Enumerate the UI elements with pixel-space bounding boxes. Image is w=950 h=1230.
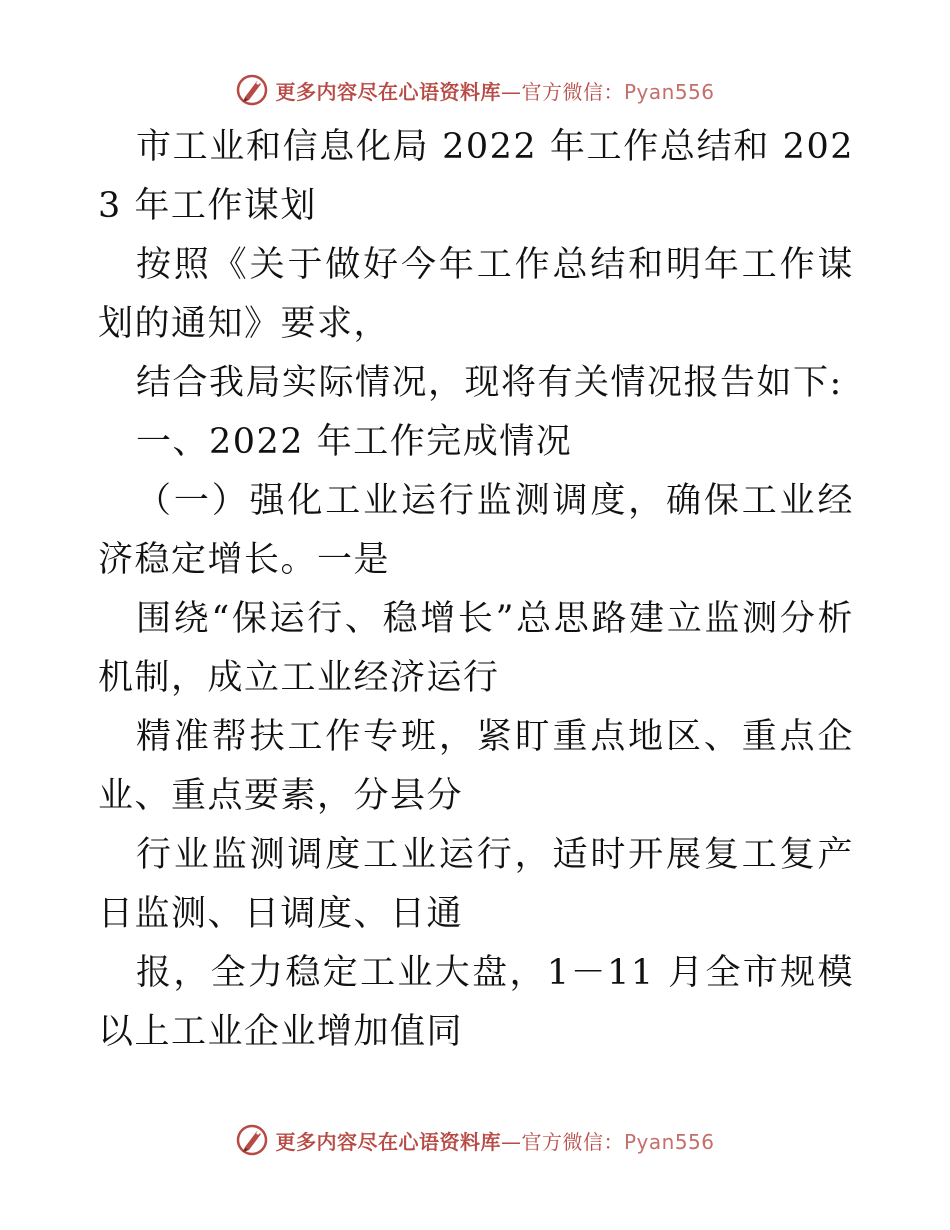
paragraph-4: 围绕“保运行、稳增长”总思路建立监测分析机制，成立工业经济运行 <box>98 599 854 698</box>
header-banner-wechat-id: Pyan556 <box>623 79 715 104</box>
document-title: 市工业和信息化局 2022 年工作总结和 2023 年工作谋划 <box>98 127 854 226</box>
paragraph-1: 按照《关于做好今年工作总结和明年工作谋划的通知》要求， <box>98 245 854 344</box>
paragraph-5: 精准帮扶工作专班，紧盯重点地区、重点企业、重点要素，分县分 <box>98 717 854 816</box>
footer-banner-dash: — <box>500 1129 522 1154</box>
paragraph-3: （一）强化工业运行监测调度，确保工业经济稳定增长。一是 <box>98 481 854 580</box>
header-banner-site: 更多内容尽在心语资料库 <box>275 79 501 104</box>
paragraph-7: 报，全力稳定工业大盘，1－11 月全市规模以上工业企业增加值同 <box>98 953 854 1052</box>
document-body <box>98 118 854 1062</box>
paragraph-2: 结合我局实际情况，现将有关情况报告如下: <box>136 363 843 403</box>
footer-banner-wechat-label: 官方微信： <box>521 1129 624 1154</box>
footer-banner-wechat-id: Pyan556 <box>623 1129 715 1154</box>
pen-logo-icon <box>235 73 269 107</box>
pen-logo-icon <box>235 1123 269 1157</box>
header-banner-text <box>275 76 714 105</box>
footer-banner <box>0 1120 950 1160</box>
footer-banner-site: 更多内容尽在心语资料库 <box>275 1129 501 1154</box>
header-banner <box>0 70 950 110</box>
header-banner-wechat-label: 官方微信： <box>521 79 624 104</box>
header-banner-dash: — <box>500 79 522 104</box>
section-heading-1: 一、2022 年工作完成情况 <box>136 422 573 462</box>
paragraph-6: 行业监测调度工业运行，适时开展复工复产日监测、日调度、日通 <box>98 835 854 934</box>
footer-banner-text <box>275 1126 714 1155</box>
